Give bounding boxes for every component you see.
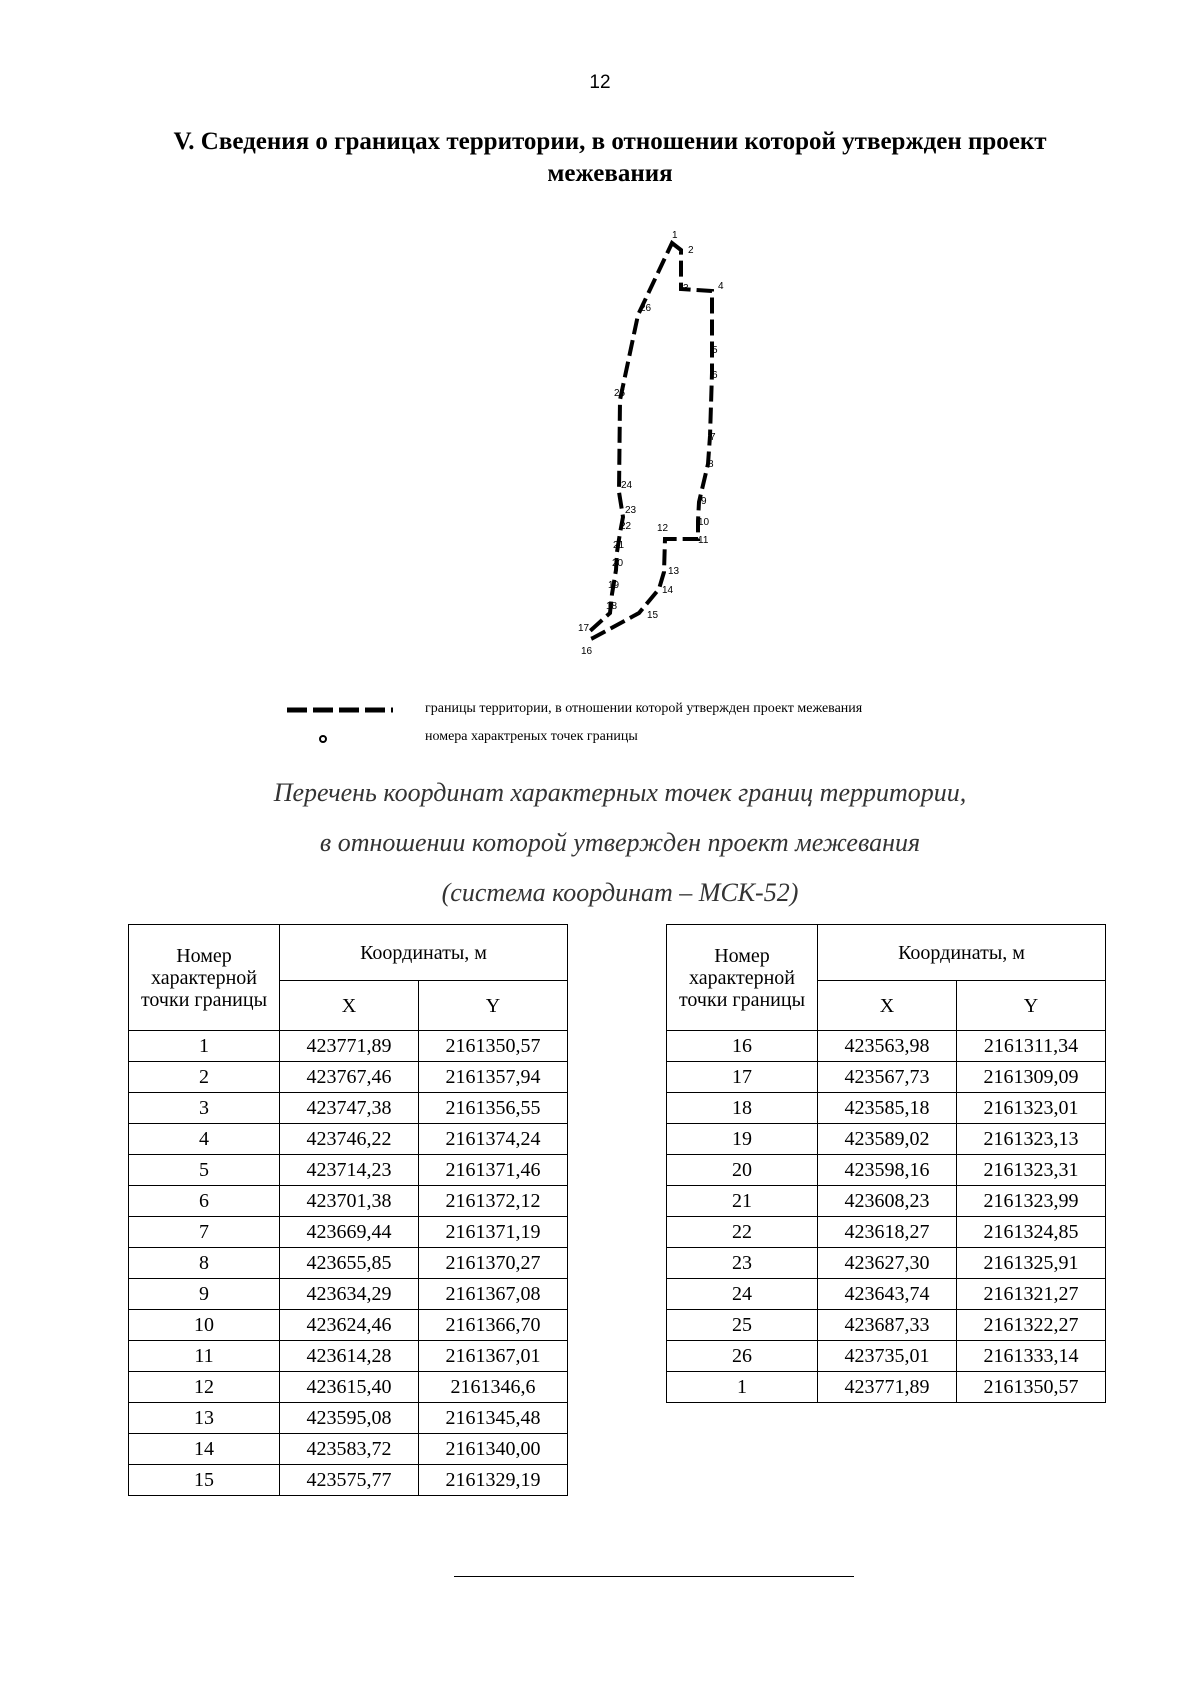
y-coordinate-cell: 2161350,57 bbox=[419, 1031, 568, 1062]
y-coordinate-cell: 2161371,19 bbox=[419, 1217, 568, 1248]
x-coordinate-cell: 423583,72 bbox=[280, 1434, 419, 1465]
y-coordinate-cell: 2161356,55 bbox=[419, 1093, 568, 1124]
y-coordinate-cell: 2161323,99 bbox=[957, 1186, 1106, 1217]
boundary-diagram bbox=[560, 225, 730, 675]
header-point-number: Номер характерной точки границы bbox=[129, 925, 280, 1031]
point-label: 7 bbox=[710, 432, 716, 443]
y-coordinate-cell: 2161322,27 bbox=[957, 1310, 1106, 1341]
y-coordinate-cell: 2161345,48 bbox=[419, 1403, 568, 1434]
table-row bbox=[667, 1341, 1106, 1372]
table-row bbox=[129, 1093, 568, 1124]
point-label: 4 bbox=[718, 281, 724, 292]
point-label: 20 bbox=[612, 558, 624, 569]
x-coordinate-cell: 423701,38 bbox=[280, 1186, 419, 1217]
point-number-cell: 12 bbox=[129, 1372, 280, 1403]
x-coordinate-cell: 423746,22 bbox=[280, 1124, 419, 1155]
table-row bbox=[667, 1062, 1106, 1093]
point-number-cell: 10 bbox=[129, 1310, 280, 1341]
x-coordinate-cell: 423589,02 bbox=[818, 1124, 957, 1155]
point-number-cell: 6 bbox=[129, 1186, 280, 1217]
point-number-cell: 1 bbox=[129, 1031, 280, 1062]
y-coordinate-cell: 2161367,08 bbox=[419, 1279, 568, 1310]
table-row bbox=[129, 1217, 568, 1248]
x-coordinate-cell: 423771,89 bbox=[280, 1031, 419, 1062]
y-coordinate-cell: 2161333,14 bbox=[957, 1341, 1106, 1372]
table-row bbox=[667, 1217, 1106, 1248]
table-row bbox=[129, 1155, 568, 1186]
point-label: 2 bbox=[688, 245, 694, 256]
point-number-cell: 1 bbox=[667, 1372, 818, 1403]
header-y: Y bbox=[419, 981, 568, 1031]
point-label: 14 bbox=[662, 585, 674, 596]
coordinates-heading-line-3: (система координат – МСК-52) bbox=[441, 878, 799, 907]
dashed-line-icon bbox=[285, 700, 395, 720]
y-coordinate-cell: 2161372,12 bbox=[419, 1186, 568, 1217]
x-coordinate-cell: 423634,29 bbox=[280, 1279, 419, 1310]
point-label: 16 bbox=[581, 646, 593, 657]
table-row bbox=[667, 1186, 1106, 1217]
legend-points-row bbox=[285, 728, 985, 748]
y-coordinate-cell: 2161311,34 bbox=[957, 1031, 1106, 1062]
x-coordinate-cell: 423627,30 bbox=[818, 1248, 957, 1279]
point-label: 22 bbox=[620, 521, 632, 532]
point-label: 5 bbox=[712, 345, 718, 356]
point-number-cell: 26 bbox=[667, 1341, 818, 1372]
point-number-cell: 19 bbox=[667, 1124, 818, 1155]
point-number-cell: 17 bbox=[667, 1062, 818, 1093]
point-number-cell: 5 bbox=[129, 1155, 280, 1186]
point-label: 23 bbox=[625, 505, 637, 516]
coordinates-table-left bbox=[128, 924, 568, 1496]
y-coordinate-cell: 2161350,57 bbox=[957, 1372, 1106, 1403]
point-number-cell: 13 bbox=[129, 1403, 280, 1434]
point-number-cell: 18 bbox=[667, 1093, 818, 1124]
header-x: X bbox=[280, 981, 419, 1031]
x-coordinate-cell: 423598,16 bbox=[818, 1155, 957, 1186]
table-row bbox=[129, 1124, 568, 1155]
table-row bbox=[667, 1093, 1106, 1124]
point-label: 1 bbox=[672, 230, 678, 241]
x-coordinate-cell: 423615,40 bbox=[280, 1372, 419, 1403]
table-row bbox=[129, 1186, 568, 1217]
y-coordinate-cell: 2161323,01 bbox=[957, 1093, 1106, 1124]
point-label: 9 bbox=[701, 496, 707, 507]
point-number-cell: 11 bbox=[129, 1341, 280, 1372]
x-coordinate-cell: 423714,23 bbox=[280, 1155, 419, 1186]
point-number-cell: 25 bbox=[667, 1310, 818, 1341]
table-row bbox=[129, 1465, 568, 1496]
y-coordinate-cell: 2161321,27 bbox=[957, 1279, 1106, 1310]
coordinates-table-right bbox=[666, 924, 1106, 1403]
x-coordinate-cell: 423618,27 bbox=[818, 1217, 957, 1248]
point-label: 18 bbox=[606, 601, 618, 612]
point-number-cell: 16 bbox=[667, 1031, 818, 1062]
table-row bbox=[129, 1062, 568, 1093]
x-coordinate-cell: 423655,85 bbox=[280, 1248, 419, 1279]
table-row bbox=[667, 1124, 1106, 1155]
point-number-cell: 21 bbox=[667, 1186, 818, 1217]
x-coordinate-cell: 423735,01 bbox=[818, 1341, 957, 1372]
section-title: V. Сведения о границах территории, в отношении которой утвержден проект межевания bbox=[173, 128, 1047, 187]
legend-points-text: номера характреных точек границы bbox=[425, 729, 638, 744]
point-number-cell: 22 bbox=[667, 1217, 818, 1248]
x-coordinate-cell: 423771,89 bbox=[818, 1372, 957, 1403]
footnote-rule bbox=[454, 1576, 854, 1577]
x-coordinate-cell: 423767,46 bbox=[280, 1062, 419, 1093]
table-row bbox=[667, 1155, 1106, 1186]
point-number-cell: 4 bbox=[129, 1124, 280, 1155]
point-number-cell: 14 bbox=[129, 1434, 280, 1465]
header-y: Y bbox=[957, 981, 1106, 1031]
point-label: 25 bbox=[614, 388, 626, 399]
table-row bbox=[129, 1372, 568, 1403]
table-row bbox=[667, 1248, 1106, 1279]
table-row bbox=[667, 1279, 1106, 1310]
y-coordinate-cell: 2161323,13 bbox=[957, 1124, 1106, 1155]
coordinates-heading-line-1: Перечень координат характерных точек границ территории, bbox=[273, 778, 967, 807]
table-row bbox=[667, 1031, 1106, 1062]
point-number-cell: 23 bbox=[667, 1248, 818, 1279]
x-coordinate-cell: 423575,77 bbox=[280, 1465, 419, 1496]
point-label: 3 bbox=[683, 283, 689, 294]
y-coordinate-cell: 2161340,00 bbox=[419, 1434, 568, 1465]
x-coordinate-cell: 423669,44 bbox=[280, 1217, 419, 1248]
x-coordinate-cell: 423608,23 bbox=[818, 1186, 957, 1217]
x-coordinate-cell: 423563,98 bbox=[818, 1031, 957, 1062]
table-row bbox=[129, 1434, 568, 1465]
point-label: 26 bbox=[640, 303, 652, 314]
x-coordinate-cell: 423614,28 bbox=[280, 1341, 419, 1372]
x-coordinate-cell: 423643,74 bbox=[818, 1279, 957, 1310]
point-label: 24 bbox=[621, 480, 633, 491]
table-row bbox=[129, 1279, 568, 1310]
y-coordinate-cell: 2161323,31 bbox=[957, 1155, 1106, 1186]
point-number-cell: 9 bbox=[129, 1279, 280, 1310]
x-coordinate-cell: 423747,38 bbox=[280, 1093, 419, 1124]
point-label: 15 bbox=[647, 610, 659, 621]
point-number-cell: 3 bbox=[129, 1093, 280, 1124]
x-coordinate-cell: 423567,73 bbox=[818, 1062, 957, 1093]
table-row bbox=[129, 1403, 568, 1434]
header-coordinates: Координаты, м bbox=[280, 925, 568, 981]
header-point-number: Номер характерной точки границы bbox=[667, 925, 818, 1031]
y-coordinate-cell: 2161370,27 bbox=[419, 1248, 568, 1279]
y-coordinate-cell: 2161357,94 bbox=[419, 1062, 568, 1093]
x-coordinate-cell: 423687,33 bbox=[818, 1310, 957, 1341]
coordinates-heading-line-2: в отношении которой утвержден проект межевания bbox=[319, 828, 921, 857]
point-number-cell: 20 bbox=[667, 1155, 818, 1186]
x-coordinate-cell: 423624,46 bbox=[280, 1310, 419, 1341]
table-row bbox=[129, 1031, 568, 1062]
table-row bbox=[129, 1341, 568, 1372]
boundary-svg bbox=[560, 225, 730, 675]
header-x: X bbox=[818, 981, 957, 1031]
point-number-cell: 7 bbox=[129, 1217, 280, 1248]
y-coordinate-cell: 2161366,70 bbox=[419, 1310, 568, 1341]
point-label: 10 bbox=[698, 517, 710, 528]
point-label: 11 bbox=[698, 535, 709, 546]
y-coordinate-cell: 2161374,24 bbox=[419, 1124, 568, 1155]
point-number-cell: 15 bbox=[129, 1465, 280, 1496]
table-row bbox=[667, 1372, 1106, 1403]
legend-boundary-text: границы территории, в отношении которой утвержден проект межевания bbox=[425, 701, 863, 716]
y-coordinate-cell: 2161367,01 bbox=[419, 1341, 568, 1372]
x-coordinate-cell: 423595,08 bbox=[280, 1403, 419, 1434]
y-coordinate-cell: 2161371,46 bbox=[419, 1155, 568, 1186]
y-coordinate-cell: 2161346,6 bbox=[419, 1372, 568, 1403]
y-coordinate-cell: 2161325,91 bbox=[957, 1248, 1106, 1279]
y-coordinate-cell: 2161329,19 bbox=[419, 1465, 568, 1496]
y-coordinate-cell: 2161324,85 bbox=[957, 1217, 1106, 1248]
point-label: 6 bbox=[712, 370, 718, 381]
point-label: 12 bbox=[657, 523, 669, 534]
x-coordinate-cell: 423585,18 bbox=[818, 1093, 957, 1124]
table-row bbox=[129, 1310, 568, 1341]
point-number-cell: 24 bbox=[667, 1279, 818, 1310]
y-coordinate-cell: 2161309,09 bbox=[957, 1062, 1106, 1093]
point-label: 21 bbox=[613, 540, 625, 551]
point-marker-icon bbox=[285, 728, 395, 748]
point-label: 17 bbox=[578, 623, 590, 634]
point-number-cell: 8 bbox=[129, 1248, 280, 1279]
point-label: 13 bbox=[668, 566, 680, 577]
legend-boundary-row bbox=[285, 700, 985, 720]
table-row bbox=[129, 1248, 568, 1279]
point-label: 19 bbox=[608, 580, 620, 591]
page-number: 12 bbox=[589, 72, 611, 93]
point-number-cell: 2 bbox=[129, 1062, 280, 1093]
table-row bbox=[667, 1310, 1106, 1341]
header-coordinates: Координаты, м bbox=[818, 925, 1106, 981]
point-label: 8 bbox=[708, 459, 714, 470]
